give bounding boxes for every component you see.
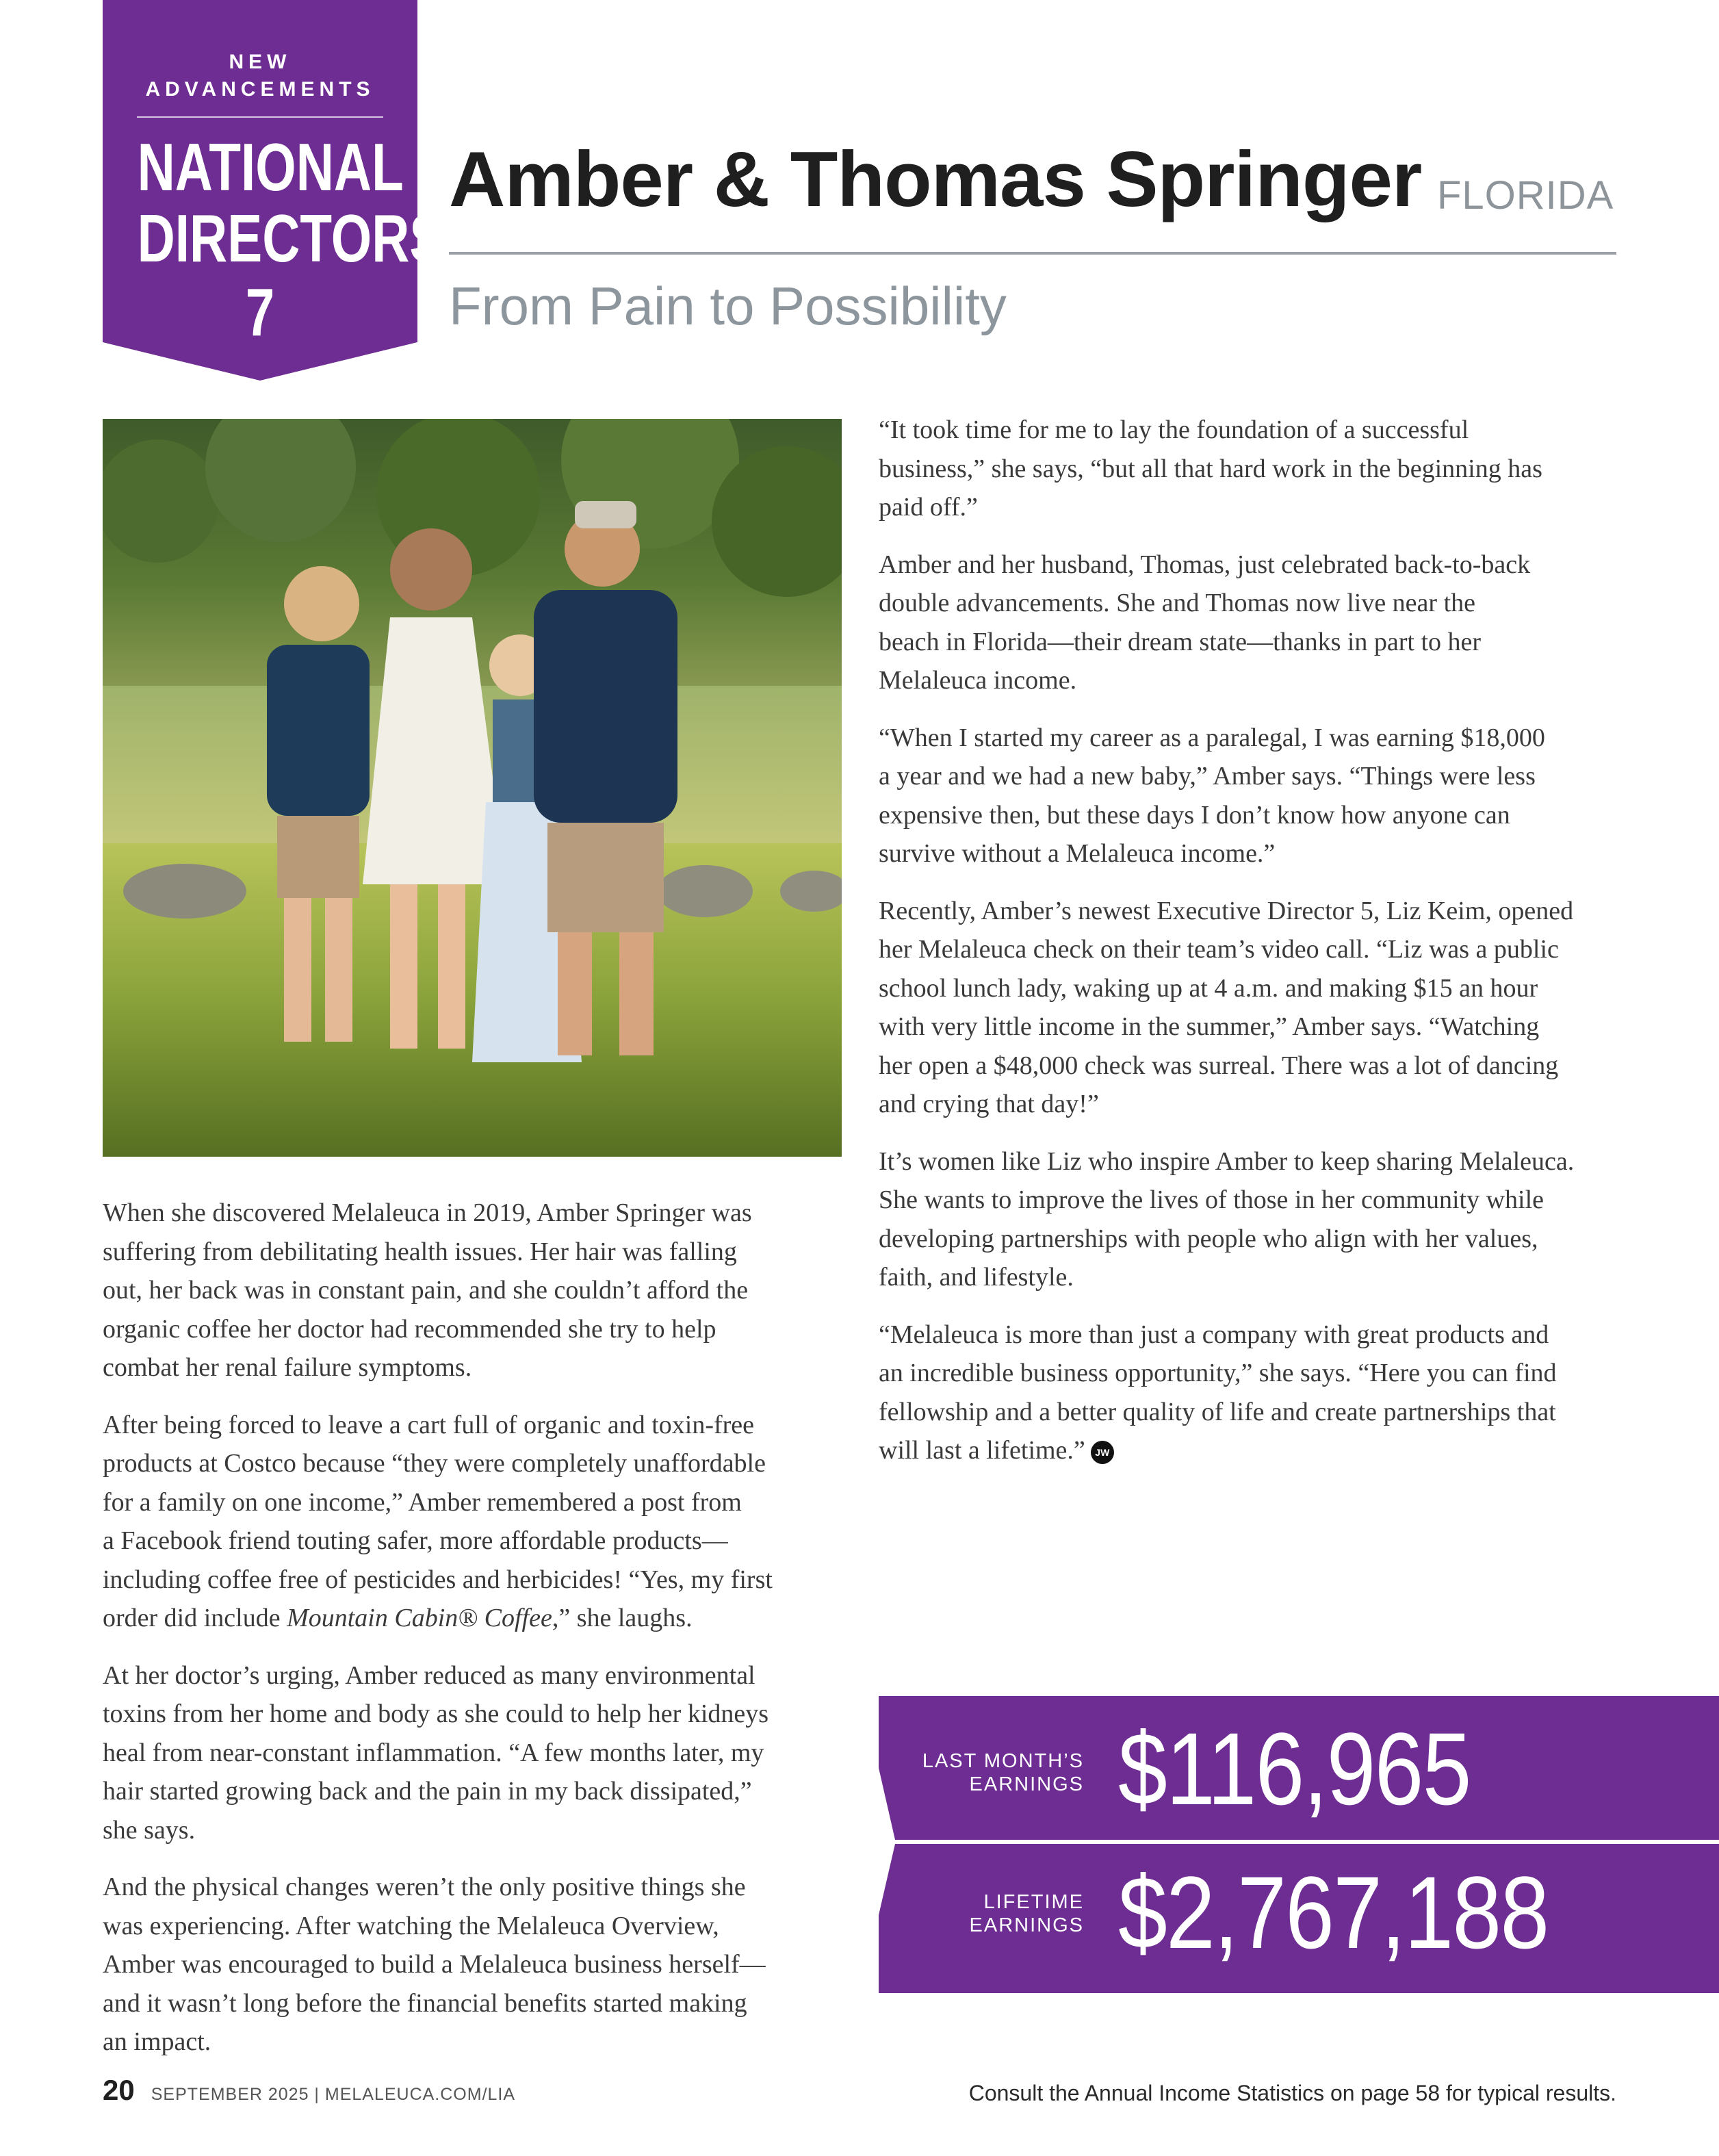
text-line: When she discovered Melaleuca in 2019, Amber Springer was	[103, 1198, 752, 1227]
article-subtitle: From Pain to Possibility	[449, 276, 1007, 336]
text-line: with very little income in the summer,” Amber says. “Watching	[879, 1012, 1540, 1041]
paragraph	[103, 1406, 842, 1638]
banner-title-directors: DIRECTORS	[137, 201, 445, 276]
last-month-earnings-value: $116,965	[1118, 1711, 1471, 1826]
text-line: products at Costco because “they were completely unaffordable	[103, 1449, 766, 1478]
text-line: hair started growing back and the pain in my back dissipated,”	[103, 1777, 752, 1806]
text-line: order did include	[103, 1604, 287, 1632]
text-line: her open a $48,000 check was surreal. There was a lot of dancing	[879, 1051, 1559, 1080]
text-line: combat her renal failure symptoms.	[103, 1353, 472, 1382]
text-line: she says.	[103, 1815, 196, 1845]
text-line: ,” she laughs.	[552, 1604, 693, 1632]
banner-kicker-advancements: ADVANCEMENTS	[145, 78, 375, 101]
banner-title-national: NATIONAL	[137, 129, 404, 205]
text-line: an incredible business opportunity,” she says. “Here you can find	[879, 1359, 1557, 1387]
text-line: Amber was encouraged to build a Melaleuca business herself—	[103, 1950, 766, 1979]
text-line: an impact.	[103, 2027, 211, 2056]
earnings-panel	[879, 1696, 1719, 1993]
text-line: including coffee free of pesticides and herbicides! “Yes, my first	[103, 1565, 773, 1594]
income-disclaimer: Consult the Annual Income Statistics on page 58 for typical results.	[968, 2081, 1616, 2105]
issue-and-url: SEPTEMBER 2025 | MELALEUCA.COM/LIA	[151, 2085, 516, 2104]
advancement-banner	[103, 0, 445, 383]
paragraph	[879, 411, 1625, 527]
text-line: organic coffee her doctor had recommended she try to help	[103, 1314, 716, 1344]
title-divider	[449, 252, 1616, 255]
text-line: was experiencing. After watching the Melaleuca Overview,	[103, 1911, 719, 1940]
text-line: toxins from her home and body as she could to help her kidneys	[103, 1699, 769, 1728]
text-line: After being forced to leave a cart full of organic and toxin-free	[103, 1410, 755, 1439]
text-line: will last a lifetime.”	[879, 1436, 1085, 1465]
text-line: developing partnerships with people who align with her values,	[879, 1224, 1538, 1253]
text-line: “When I started my career as a paralegal, I was earning $18,000	[879, 723, 1545, 752]
author-initials-badge: JW	[1091, 1441, 1114, 1464]
text-line: and it wasn’t long before the financial benefits started making	[103, 1988, 747, 2018]
text-line: her Melaleuca check on their team’s video call. “Liz was a public	[879, 935, 1559, 964]
label-line: EARNINGS	[969, 1773, 1084, 1795]
paragraph	[103, 1868, 842, 2062]
text-line: Recently, Amber’s newest Executive Director 5, Liz Keim, opened	[879, 896, 1574, 925]
paragraph	[879, 892, 1625, 1124]
text-line: paid off.”	[879, 493, 978, 522]
text-line: It’s women like Liz who inspire Amber to keep sharing Melaleuca.	[879, 1146, 1575, 1176]
paragraph	[103, 1194, 842, 1387]
paragraph	[879, 1142, 1625, 1297]
text-line: “Melaleuca is more than just a company with great products and	[879, 1320, 1549, 1349]
text-line: At her doctor’s urging, Amber reduced as many environmental	[103, 1660, 755, 1690]
text-line: expensive then, but these days I don’t know how anyone can	[879, 800, 1510, 830]
banner-level-number: 7	[245, 274, 275, 350]
family-photo	[103, 419, 842, 1157]
product-name: Mountain Cabin® Coffee	[287, 1604, 552, 1632]
paragraph	[103, 1656, 842, 1850]
text-line: out, her back was in constant pain, and she couldn’t afford the	[103, 1276, 749, 1305]
last-month-earnings-label	[865, 1749, 1084, 1796]
text-line: a Facebook friend touting safer, more affordable products—	[103, 1526, 728, 1555]
banner-kicker-new: NEW	[229, 51, 292, 73]
page-footer	[103, 2074, 515, 2107]
text-line: double advancements. She and Thomas now live near the	[879, 589, 1475, 617]
label-line: LIFETIME	[983, 1891, 1084, 1913]
text-line: faith, and lifestyle.	[879, 1263, 1074, 1292]
banner-divider	[137, 116, 383, 118]
text-line: Melaleuca income.	[879, 666, 1077, 695]
text-line: business,” she says, “but all that hard work in the beginning has	[879, 454, 1542, 483]
text-line: and crying that day!”	[879, 1090, 1099, 1118]
lifetime-earnings-label	[865, 1890, 1084, 1937]
text-line: Amber and her husband, Thomas, just celebrated back-to-back	[879, 550, 1531, 579]
text-line: heal from near-constant inflammation. “A few months later, my	[103, 1738, 764, 1767]
text-line: a year and we had a new baby,” Amber says. “Things were less	[879, 762, 1536, 791]
text-line: And the physical changes weren’t the only positive things she	[103, 1873, 746, 1901]
article-body-right	[879, 411, 1625, 1489]
state-label: FLORIDA	[1437, 173, 1614, 218]
article-body-left	[103, 1194, 842, 2080]
text-line: “It took time for me to lay the foundation of a successful	[879, 415, 1469, 444]
text-line: survive without a Melaleuca income.”	[879, 839, 1276, 868]
label-line: LAST MONTH’S	[922, 1750, 1084, 1772]
text-line: for a family on one income,” Amber remembered a post from	[103, 1487, 742, 1517]
text-line: fellowship and a better quality of life and create partnerships that	[879, 1397, 1556, 1426]
text-line: school lunch lady, waking up at 4 a.m. and making $15 an hour	[879, 973, 1538, 1003]
page-title: Amber & Thomas Springer	[449, 136, 1422, 223]
text-line: suffering from debilitating health issues. Her hair was falling	[103, 1237, 737, 1266]
lifetime-earnings-value: $2,767,188	[1118, 1855, 1549, 1970]
label-line: EARNINGS	[969, 1914, 1084, 1936]
text-line: She wants to improve the lives of those in her community while	[879, 1185, 1544, 1214]
paragraph	[879, 719, 1625, 873]
paragraph	[879, 546, 1625, 700]
text-line: beach in Florida—their dream state—thanks in part to her	[879, 627, 1482, 656]
page-number: 20	[103, 2074, 135, 2106]
paragraph	[879, 1316, 1625, 1470]
